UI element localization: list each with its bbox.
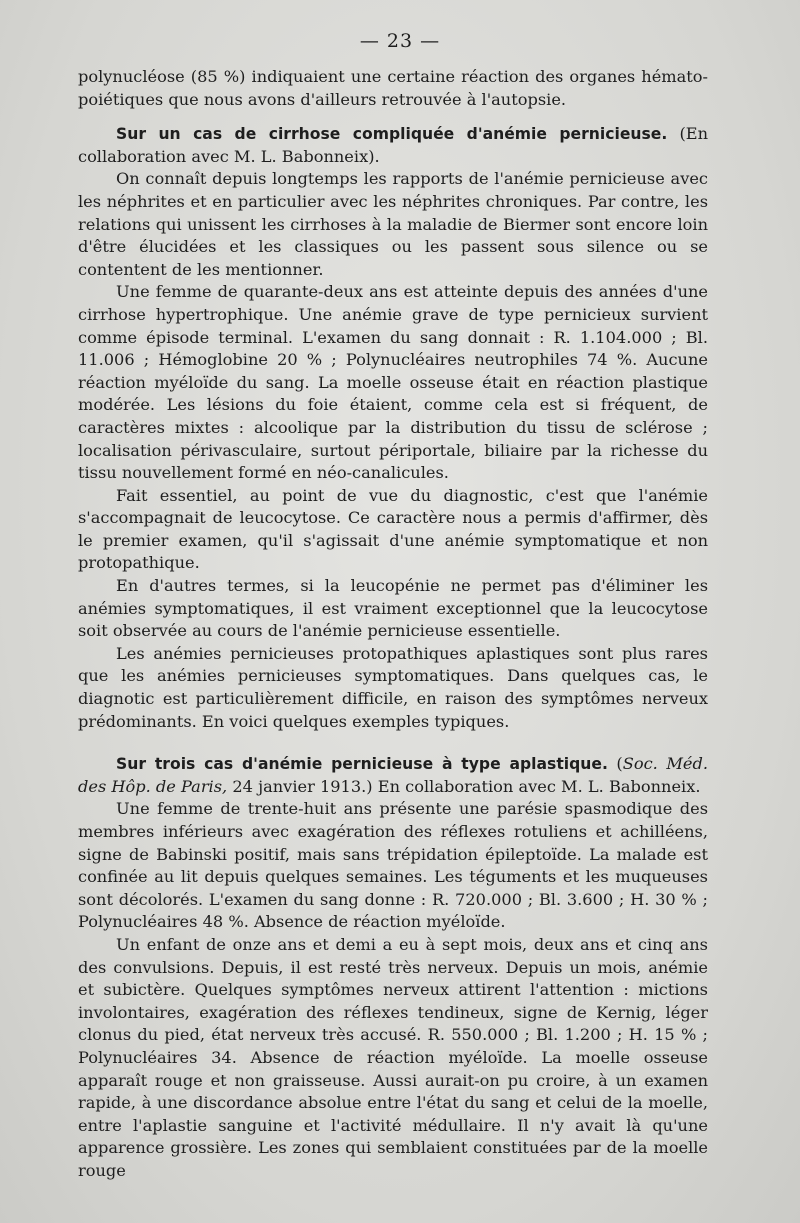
source-details: 24 janvier 1913.) En collaboration avec M. L. Babonneix. — [227, 776, 701, 796]
paragraph: En d'autres termes, si la leucopénie ne permet pas d'éliminer les anémies symptomatiques, il est vraiment exceptionnel que la leucocytose soit observée au cours de l'anémie pernicieuse essentielle. — [78, 576, 708, 641]
page-number: — 23 — — [359, 30, 441, 52]
paragraph: Un enfant de onze ans et demi a eu à sept mois, deux ans et cinq ans des convulsions. Depuis, il est resté très nerveux. Depuis un mois, anémie et subictère. Quelques symptômes nerveux attirent l'attention : mictions involontaires, exagération des réflexes tendineux, signe de Kernig, léger clonus du pied, état nerveux très accusé. R. 550.000 ; Bl. 1.200 ; H. 15 % ; Polynucléaires 34. Absence de réaction myéloïde. La moelle osseuse apparaît rouge et non graisseuse. Aussi aurait-on pu croire, à un examen rapide, à une discordance absolue entre l'état du sang et celui de la moelle, entre l'aplastie sanguine et l'activité médullaire. Il n'y avait là qu'une apparence grossière. Les zones qui semblaient constituées par de la moelle rouge — [78, 934, 708, 1180]
paragraph: Une femme de quarante-deux ans est atteinte depuis des années d'une cirrhose hypertrophique. Une anémie grave de type pernicieux survient comme épisode terminal. L'examen du sang donnait : R. 1.104.000 ; Bl. 11.006 ; Hémoglobine 20 % ; Polynucléaires neutrophiles 74 %. Aucune réaction myéloïde du sang. La moelle osseuse était en réaction plastique modérée. Les lésions du foie étaient, comme cela est si fréquent, de caractères mixtes : alcoolique par la distribution du tissu de sclérose ; localisation périvasculaire, surtout périportale, biliaire par la richesse du tissu nouvellement formé en néo-canalicules. — [78, 282, 708, 483]
paragraph: Une femme de trente-huit ans présente une parésie spasmodique des membres inférieurs avec exagération des réflexes rotuliens et achilléens, signe de Babinski positif, mais sans trépidation épileptoïde. La malade est confinée au lit depuis quelques semaines. Les téguments et les muqueuses sont décolorés. L'examen du sang donne : R. 720.000 ; Bl. 3.600 ; H. 30 % ; Polynucléaires 48 %. Absence de réaction myéloïde. — [78, 799, 708, 932]
section-title: Sur trois cas d'anémie pernicieuse à type aplastique. — [116, 755, 608, 774]
source-open: ( — [607, 754, 623, 774]
section-heading-anemie-aplastique — [78, 753, 708, 798]
source-journal: Soc. Méd. des Hôp. de Paris, — [78, 754, 708, 796]
paragraph: Les anémies pernicieuses protopathiques aplastiques sont plus rares que les anémies pernicieuses symptomatiques. Dans quelques cas, le diagnotic est particulièrement difficile, en raison des symptômes nerveux prédominants. En voici quelques exemples typiques. — [78, 643, 708, 731]
section-collaboration: (En collaboration avec M. L. Babonneix). — [78, 124, 709, 166]
section-title: Sur un cas de cirrhose compliquée d'anémie pernicieuse. — [116, 125, 668, 144]
paragraph: Fait essentiel, au point de vue du diagnostic, c'est que l'anémie s'accompagnait de leucocytose. Ce caractère nous a permis d'affirmer, dès le premier examen, qu'il s'agissait d'une anémie symptomatique et non protopathique. — [78, 485, 708, 573]
paragraph-continuation: polynucléose (85 %) indiquaient une certaine réaction des organes hémato-poiétiques que nous avons d'ailleurs retrouvée à l'autopsie. — [78, 67, 708, 109]
body-text — [78, 66, 708, 1183]
section-heading-cirrhose — [78, 123, 708, 168]
paragraph: On connaît depuis longtemps les rapports de l'anémie pernicieuse avec les néphrites et en particulier avec les néphrites chroniques. Par contre, les relations qui unissent les cirrhoses à la maladie de Biermer sont encore loin d'être élucidées et les classiques ou les passent sous silence ou se contentent de les mentionner. — [78, 169, 708, 279]
